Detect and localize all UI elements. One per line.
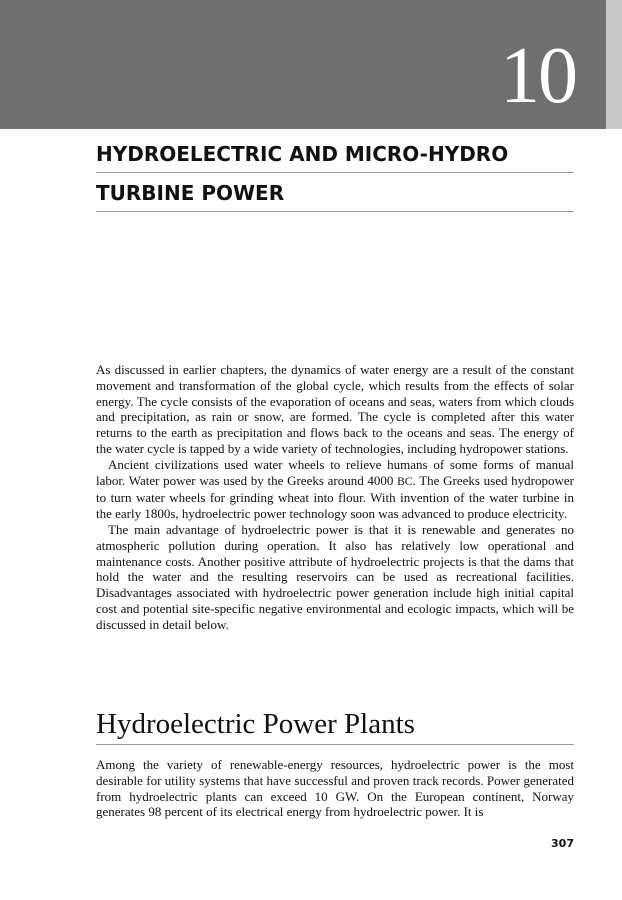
intro-text — [96, 362, 574, 633]
intro-paragraph-3: The main advantage of hydroelectric power is that it is renewable and generates no atmospheric pollution during operation. It also has relatively low operational and maintenance costs. Another positive attribute of hydroelectric projects is that the dams that hold the water and the resulting reservoirs can be used as recreational facilities. Disadvantages associated with hydroelectric power generation include high initial capital cost and potential site-specific negative environmental and ecologic impacts, which will be discussed in detail below. — [96, 521, 574, 632]
intro-paragraph-1: As discussed in earlier chapters, the dynamics of water energy are a result of the constant movement and transformation of the global cycle, which results from the effects of solar energy. The cycle consists of the evaporation of oceans and seas, waters from which clouds and precipitation, as rain or snow, are formed. The cycle is completed after this water returns to the earth as precipitation and flows back to the oceans and seas. The energy of the water cycle is tapped by a wide variety of technologies, including hydropower stations. — [96, 362, 574, 456]
chapter-title-line-1: HYDROELECTRIC AND MICRO-HYDRO — [96, 140, 574, 173]
page-number: 307 — [551, 837, 574, 850]
chapter-header-tab — [606, 0, 622, 129]
chapter-title-line-2: TURBINE POWER — [96, 179, 574, 212]
era-abbreviation: BC — [397, 475, 413, 488]
chapter-number: 10 — [500, 32, 576, 120]
section-text — [96, 757, 574, 820]
intro-paragraph-2-start: Ancient civilizations used water wheels to relieve humans of some forms of manual labor. Water power was used by the Greeks around 4000 — [96, 456, 574, 488]
chapter-title — [96, 140, 574, 218]
section-paragraph-1: Among the variety of renewable-energy resources, hydroelectric power is the most desirable for utility systems that have successful and proven track records. Power generated from hydroelectric plants can exceed 10 GW. On the European continent, Norway generates 98 percent of its electrical energy from hydroelectric power. It is — [96, 757, 574, 820]
intro-paragraph-2 — [96, 457, 574, 522]
section-heading: Hydroelectric Power Plants — [96, 706, 574, 745]
intro-paragraph-2-end: . The Greeks used hydropower to turn water wheels for grinding wheat into flour. With invention of the water turbine in the early 1800s, hydroelectric power technology soon was advanced to produce electricity. — [96, 472, 574, 522]
